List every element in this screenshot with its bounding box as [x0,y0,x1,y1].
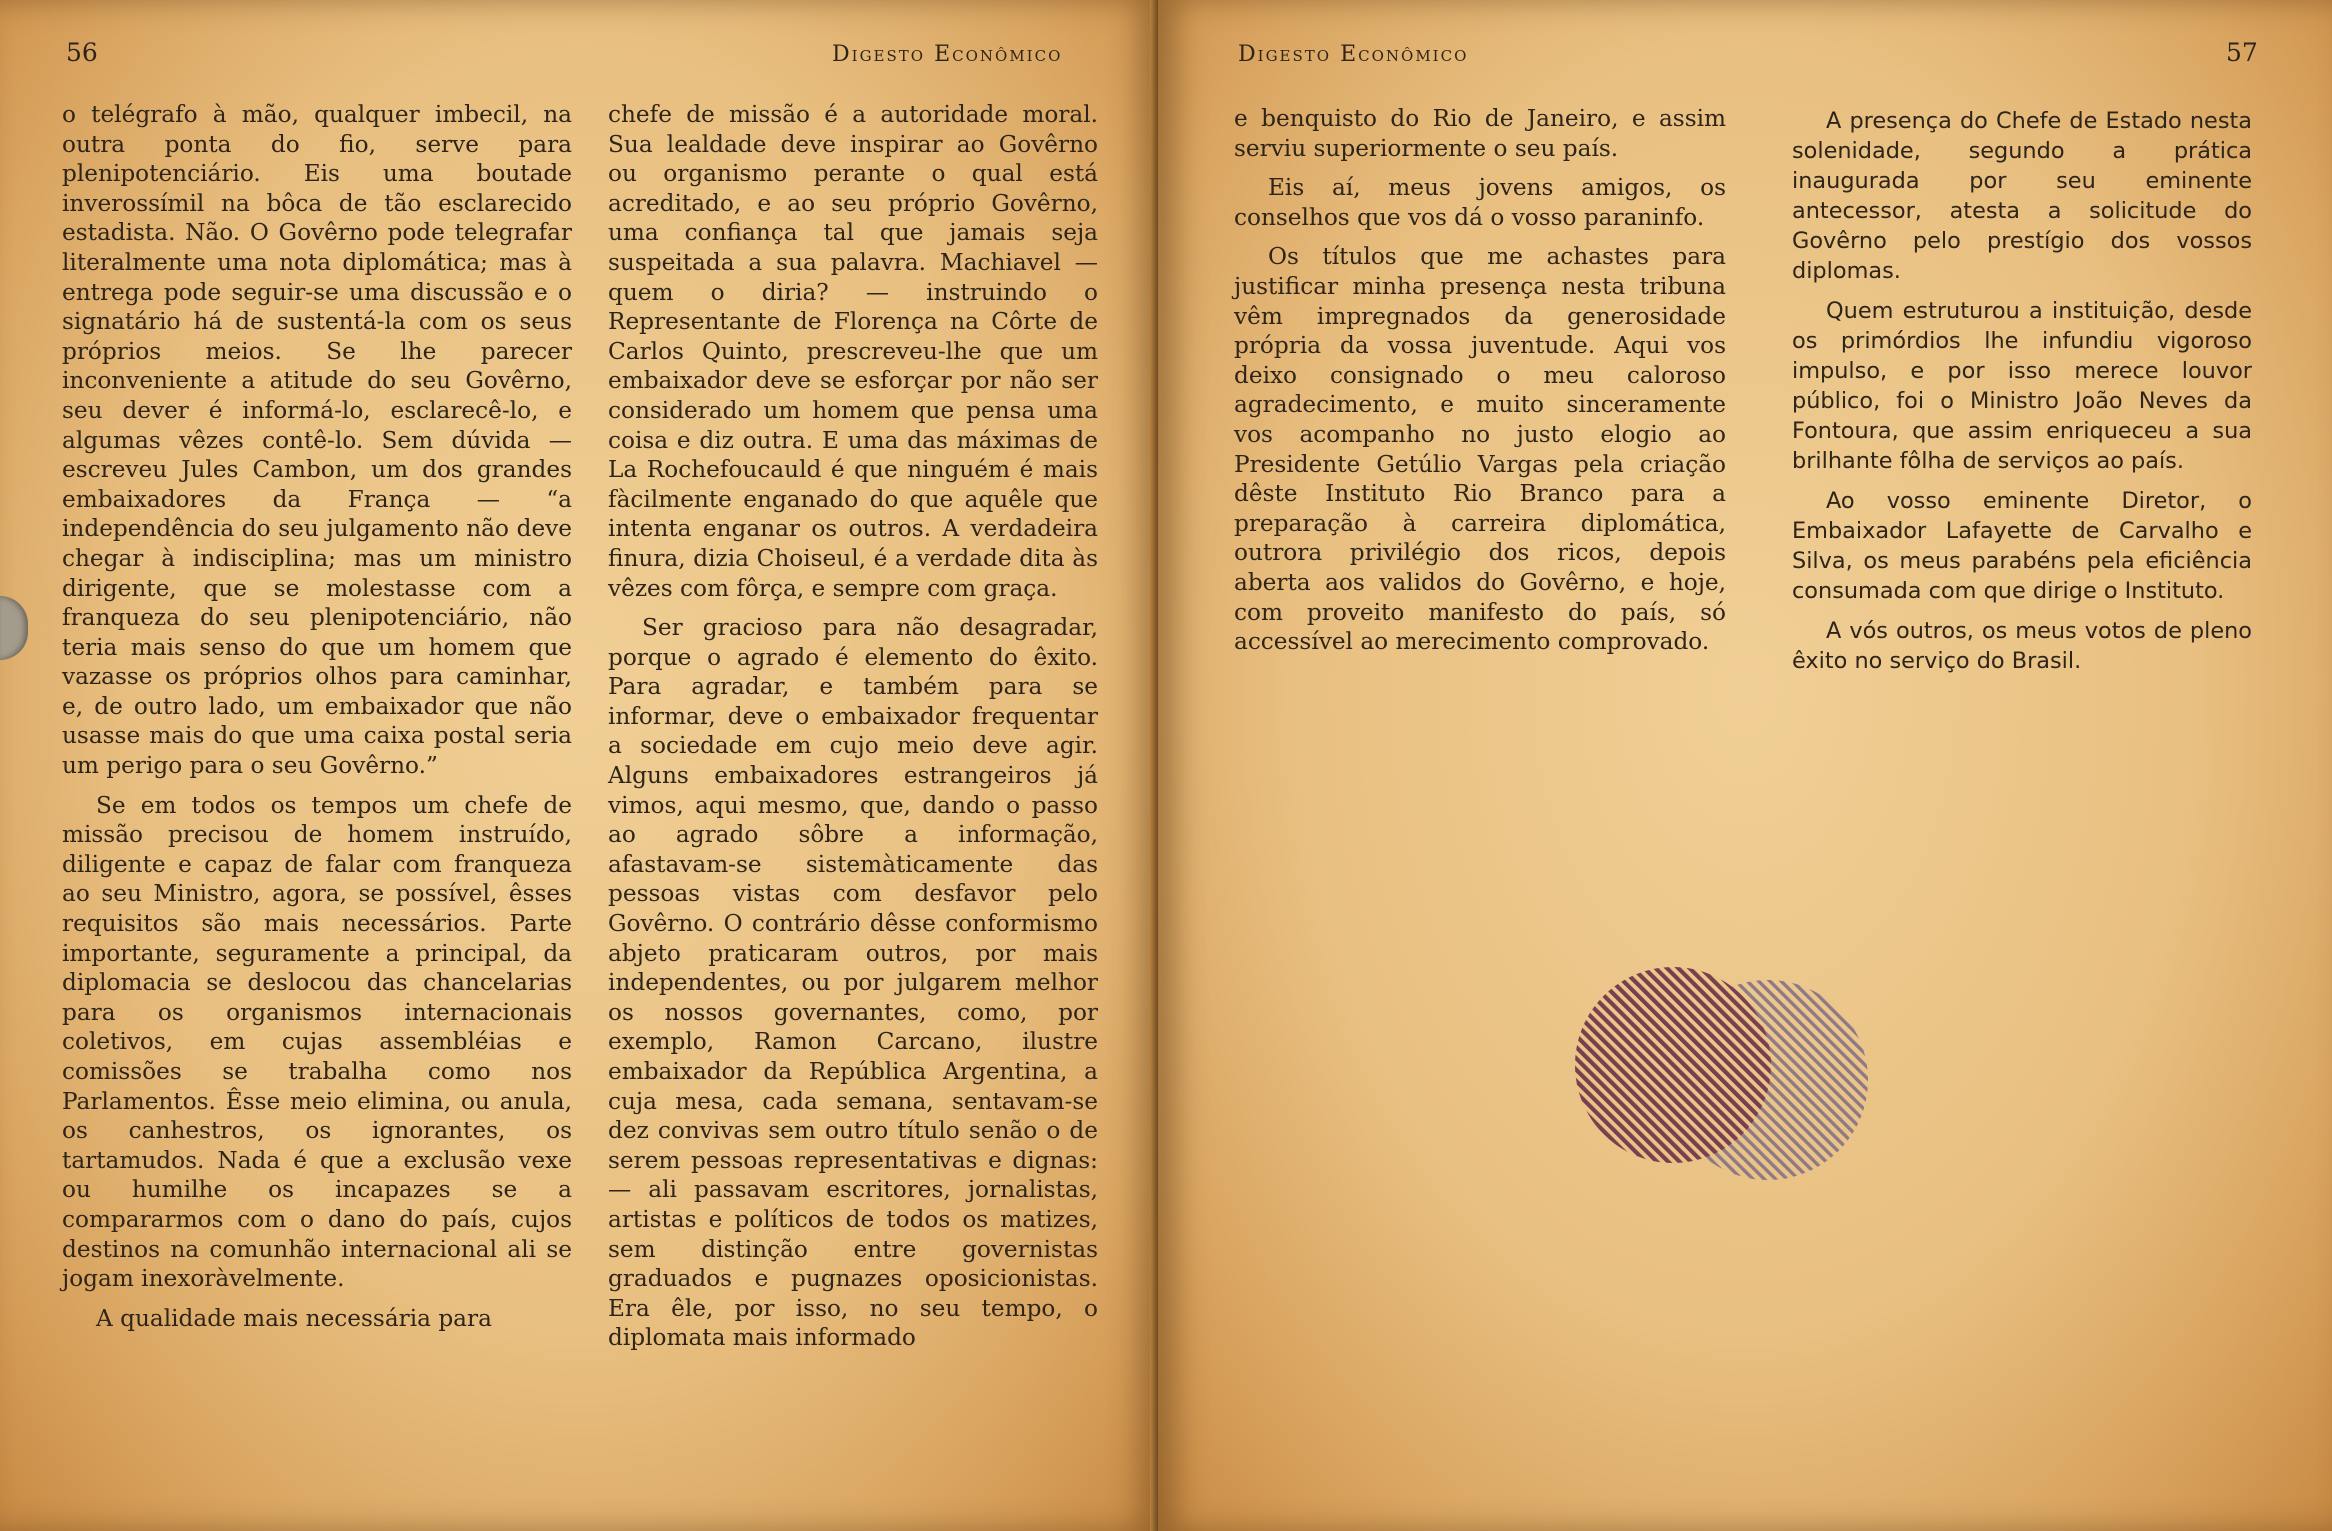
paragraph: Os títulos que me achastes para justificar minha presença nesta tribuna vêm impregnados da generosidade própria da vossa juventude. Aqui vos deixo consignado o meu caloroso agradecimento, e muito sinceramente vos acompanho no justo elogio ao Presidente Getúlio Vargas pela criação dêste Instituto Rio Branco para a preparação à carreira diplomática, outrora privilégio dos ricos, depois aberta aos validos do Govêrno, e hoje, com proveito manifesto do país, só accessível ao merecimento comprovado. [1234,243,1726,656]
running-head: Digesto Econômico [1238,42,1469,67]
paragraph: A presença do Chefe de Estado nesta solenidade, segundo a prática inaugurada por seu eminente antecessor, atesta a solicitude do Govêrno pelo prestígio dos vossos diplomas. [1792,108,2252,284]
paragraph: o telégrafo à mão, qualquer imbecil, na outra ponta do fio, serve para plenipotenciário. Eis uma boutade inverossímil na bôca de tão esclarecido estadista. Não. O Govêrno pode telegrafar literalmente uma nota diplomática; mas à entrega pode seguir-se uma discussão e o signatário há de sustentá-la com os seus próprios meios. Se lhe parecer inconveniente a atitude do seu Govêrno, seu dever é informá-lo, esclarecê-lo, e algumas vêzes contê-lo. Sem dúvida — escreveu Jules Cambon, um dos grandes embaixadores da França — “a independência do seu julgamento não deve chegar à indisciplina; mas um ministro dirigente, que se molestasse com a franqueza do seu plenipotenciário, não teria mais senso do que um homem que vazasse os próprios olhos para caminhar, e, de outro lado, um embaixador que não usasse mais do que uma caixa postal seria um perigo para o seu Govêrno.” [62,101,572,780]
right-column-2 [1792,106,2252,686]
running-head: Digesto Econômico [832,42,1063,67]
left-column-1 [62,100,572,1343]
paragraph: A vós outros, os meus votos de pleno êxito no serviço do Brasil. [1792,618,2252,674]
right-page [1158,0,2332,1531]
paragraph: A qualidade mais necessária para [96,1304,492,1332]
right-column-1 [1234,104,1726,667]
paragraph: Quem estruturou a instituição, desde os primórdios lhe infundiu vigoroso impulso, e por isso merece louvor público, foi o Ministro João Neves da Fontoura, que assim enriqueceu a sua brilhante fôlha de serviços ao país. [1792,298,2252,474]
left-column-2 [608,100,1098,1363]
paragraph: Ao vosso eminente Diretor, o Embaixador Lafayette de Carvalho e Silva, os meus parabéns pela eficiência consumada com que dirige o Instituto. [1792,488,2252,604]
left-page [0,0,1158,1531]
paragraph: Se em todos os tempos um chefe de missão precisou de homem instruído, diligente e capaz de falar com franqueza ao seu Ministro, agora, se possível, êsses requisitos são mais necessários. Parte importante, seguramente a principal, da diplomacia se deslocou das chancelarias para os organismos internacionais coletivos, em cujas assembléias e comissões se trabalha como nos Parlamentos. Êsse meio elimina, ou anula, os canhestros, os ignorantes, os tartamudos. Nada é que a exclusão vexe ou humilhe os incapazes se a compararmos com o dano do país, cujos destinos na comunhão internacional ali se jogam inexoràvelmente. [62,791,572,1293]
paragraph: Eis aí, meus jovens amigos, os conselhos que vos dá o vosso paraninfo. [1234,174,1726,231]
binder-tab [0,596,28,660]
page-number: 56 [66,38,98,67]
paragraph: chefe de missão é a autoridade moral. Sua lealdade deve inspirar ao Govêrno ou organismo perante o qual está acreditado, e ao seu próprio Govêrno, uma confiança tal que jamais seja suspeitada a sua palavra. Machiavel — quem o diria? — instruindo o Representante de Florença na Côrte de Carlos Quinto, prescreveu-lhe que um embaixador deve se esforçar por não ser considerado um homem que pensa uma coisa e diz outra. E uma das máximas de La Rochefoucauld é que ninguém é mais fàcilmente enganado do que aquêle que intenta enganar os outros. A verdadeira finura, dizia Choiseul, é a verdade dita às vêzes com fôrça, e sempre com graça. [608,101,1098,602]
end-emblem [1568,940,1868,1240]
page-number: 57 [2226,38,2258,67]
paragraph: e benquisto do Rio de Janeiro, e assim serviu superiormente o seu país. [1234,105,1726,162]
left-hatched-circle [1575,967,1771,1163]
paragraph: Ser gracioso para não desagradar, porque o agrado é elemento do êxito. Para agradar, e também para se informar, deve o embaixador frequentar a sociedade em cujo meio deve agir. Alguns embaixadores estrangeiros já vimos, aqui mesmo, que, dando o passo ao agrado sôbre a informação, afastavam-se sistemàticamente das pessoas vistas com desfavor pelo Govêrno. O contrário dêsse conformismo abjeto praticaram outros, por mais independentes, ou por julgarem melhor os nossos governantes, como, por exemplo, Ramon Carcano, ilustre embaixador da República Argentina, a cuja mesa, cada semana, sentavam-se dez convivas sem outro título senão o de serem pessoas representativas e dignas: — ali passavam escritores, jornalistas, artistas e políticos de todos os matizes, sem distinção entre governistas graduados e pugnazes oposicionistas. Era êle, por isso, no seu tempo, o diplomata mais informado [608,614,1098,1352]
